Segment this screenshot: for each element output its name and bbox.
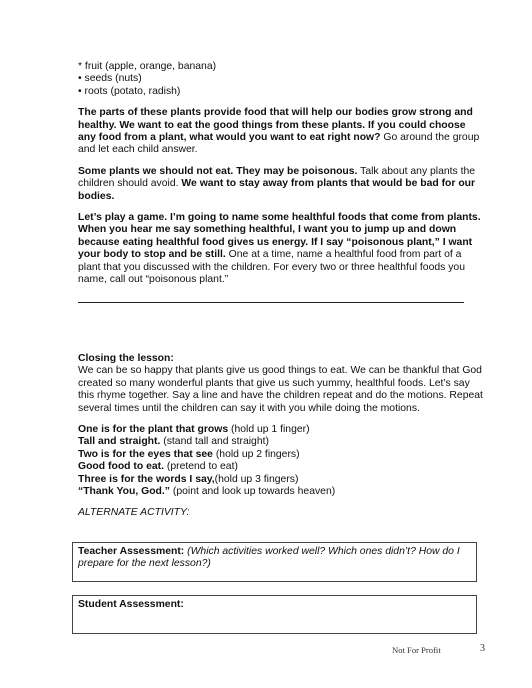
rhyme-bold: Two is for the eyes that see	[78, 448, 213, 460]
rhyme	[78, 424, 488, 498]
rhyme-bold: One is for the plant that grows	[78, 424, 229, 436]
rhyme-motion: (point and look up towards heaven)	[169, 486, 336, 498]
rhyme-line	[78, 486, 488, 498]
teacher-assessment-box[interactable]	[72, 542, 477, 582]
rhyme-bold: Tall and straight.	[78, 436, 161, 448]
teacher-assessment-prompt: (Which activities worked well? Which ones didn’t? How do I prepare for the next lesson?)	[78, 546, 460, 570]
rhyme-line	[78, 461, 488, 473]
rhyme-line	[78, 474, 488, 486]
paragraph-poisonous-plants	[78, 166, 486, 203]
closing-heading: Closing the lesson:	[78, 353, 174, 364]
list-item: • seeds (nuts)	[78, 73, 142, 85]
bold-text: Some plants we should not eat. They may be poisonous.	[78, 165, 358, 177]
bold-text: We want to stay away from plants that would be bad for our bodies.	[78, 178, 476, 202]
student-assessment-label: Student Assessment:	[78, 599, 184, 610]
horizontal-divider	[78, 302, 464, 303]
plant-parts-list	[78, 61, 486, 98]
teacher-assessment-label: Teacher Assessment:	[78, 546, 185, 557]
page-number: 3	[480, 643, 485, 654]
closing-text: We can be so happy that plants give us good things to eat. We can be thankful that God created so many wonderful plants that give us such yummy, healthful foods. Let’s say this rhyme together. Say a line and have the children repeat and do the motions. Repeat several times until the children can say it with you while doing the motions.	[78, 365, 483, 414]
rhyme-motion: (hold up 1 finger)	[228, 424, 310, 436]
rhyme-bold: “Thank You, God.”	[78, 486, 170, 498]
list-item: • roots (potato, radish)	[78, 85, 181, 97]
list-item: * fruit (apple, orange, banana)	[78, 61, 217, 72]
rhyme-motion: (pretend to eat)	[164, 461, 238, 473]
bold-text: The parts of these plants provide food that will help our bodies grow strong and healthy. We want to eat the good things from these plants. If you could choose any food from a plant, what would you want to eat right now?	[78, 107, 473, 144]
paragraph-game	[78, 212, 486, 286]
normal-text: Talk about any plants the children should avoid.	[78, 165, 476, 190]
normal-text: Go around the group and let each child answer.	[78, 132, 480, 156]
rhyme-motion: (hold up 3 fingers)	[214, 473, 299, 485]
normal-text: One at a time, name a healthful food from part of a plant that you discussed with the children. For every two or three healthful foods you name, call out “poisonous plant.”	[78, 249, 465, 286]
closing-section	[78, 353, 488, 520]
paragraph-food-choice	[78, 107, 486, 157]
rhyme-motion: (hold up 2 fingers)	[212, 448, 300, 460]
rhyme-bold: Three is for the words I say,	[78, 473, 215, 485]
footer-text: Not For Profit	[392, 645, 441, 655]
main-content	[78, 61, 486, 287]
student-assessment-box[interactable]	[72, 595, 477, 634]
rhyme-line	[78, 449, 488, 461]
bold-text: Let’s play a game. I’m going to name some healthful foods that come from plants. When you hear me say something healthful, I want you to jump up and down because eating healthful food gives us energy. If I say “poisonous plant,” I want your body to stop and be still.	[78, 212, 481, 261]
rhyme-bold: Good food to eat.	[78, 461, 164, 473]
rhyme-line	[78, 424, 488, 436]
alternate-activity-heading: ALTERNATE ACTIVITY:	[78, 507, 190, 519]
rhyme-line	[78, 436, 488, 448]
rhyme-motion: (stand tall and straight)	[160, 436, 269, 448]
